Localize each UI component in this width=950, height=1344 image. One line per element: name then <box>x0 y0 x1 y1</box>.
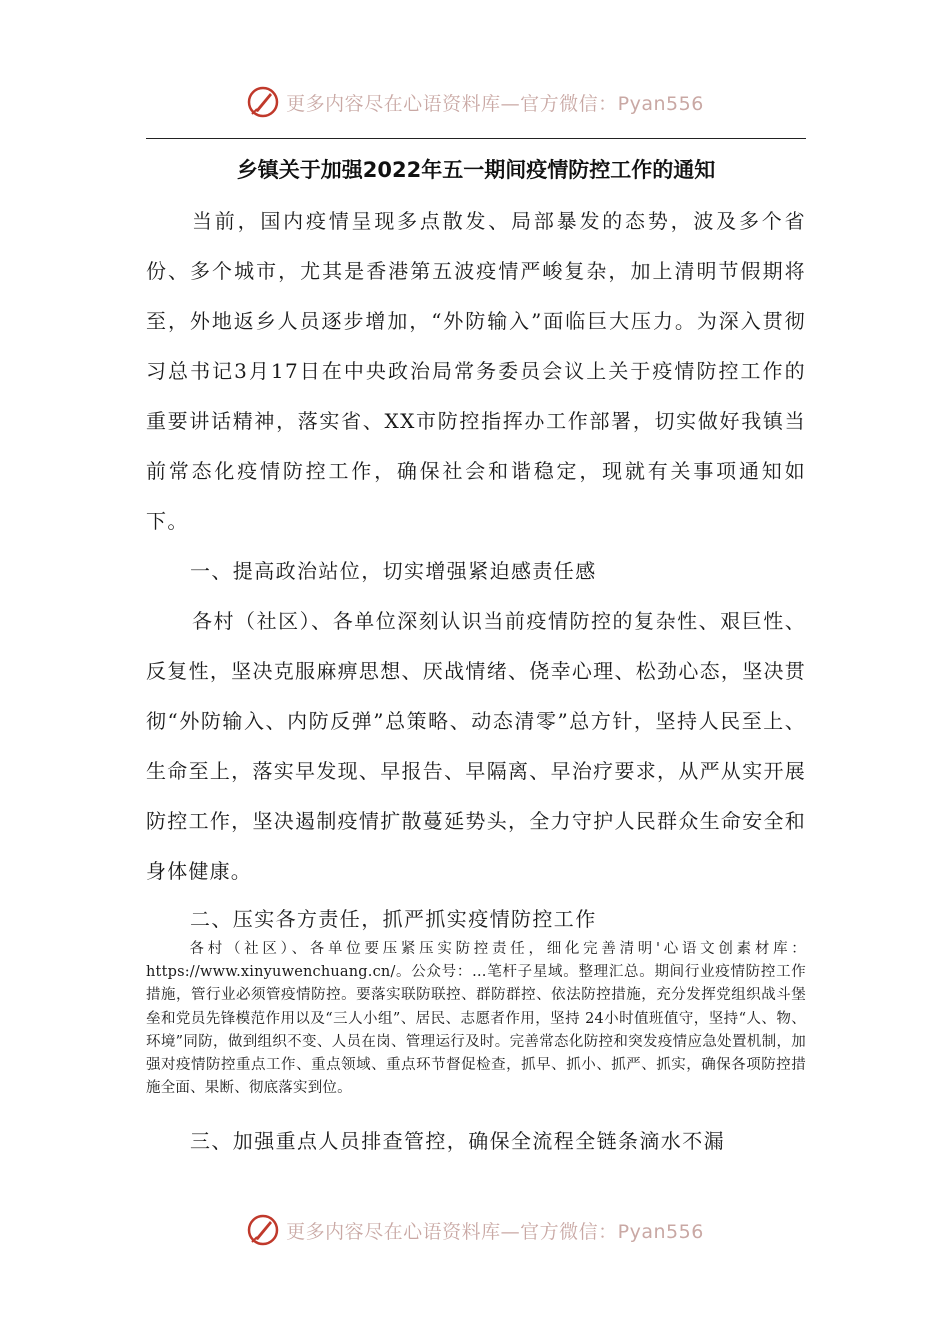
section-2-body: 各村（社区）、各单位要压紧压实防控责任，细化完善清明'心语文创素材库：https://www.xinyuwenchuang.cn/。公众号：…笔杆子星域。整理汇总。期间行业疫情防控工作措施，管行业必须管疫情防控。要落实联防联控、群防群控、依法防控措施，充分发挥党组织战斗堡垒和党员先锋模范作用以及“三人小组”、居民、志愿者作用，坚持 24小时值班值守，坚持“人、物、环境”同防，做到组织不变、人员在岗、管理运行及时。完善常态化防控和突发疫情应急处置机制，加强对疫情防控重点工作、重点领域、重点环节督促检查，抓早、抓小、抓严、抓实，确保各项防控措施全面、果断、彻底落实到位。 <box>146 941 806 1097</box>
footer-banner <box>0 1210 950 1250</box>
quill-logo-icon <box>246 85 280 119</box>
quill-logo-icon <box>246 1213 280 1247</box>
banner-text: 更多内容尽在心语资料库—官方微信：Pyan556 <box>286 92 704 115</box>
section-3-heading: 三、加强重点人员排查管控，确保全流程全链条滴水不漏 <box>190 1129 725 1153</box>
document-title: 乡镇关于加强2022年五一期间疫情防控工作的通知 <box>236 158 716 182</box>
section-1-heading: 一、提高政治站位，切实增强紧迫感责任感 <box>190 559 597 583</box>
header-banner <box>0 82 950 122</box>
section-1-body: 各村（社区）、各单位深刻认识当前疫情防控的复杂性、艰巨性、反复性，坚决克服麻痹思想、厌战情绪、侥幸心理、松劲心态，坚决贯彻“外防输入、内防反弹”总策略、动态清零”总方针，坚持人民至上、生命至上，落实早发现、早报告、早隔离、早治疗要求，从严从实开展防控工作，坚决遏制疫情扩散蔓延势头，全力守护人民群众生命安全和身体健康。 <box>146 609 806 883</box>
header-rule <box>146 138 806 139</box>
banner-text: 更多内容尽在心语资料库—官方微信：Pyan556 <box>286 1220 704 1243</box>
wechat-id: Pyan556 <box>617 1220 704 1243</box>
section-2-heading: 二、压实各方责任，抓严抓实疫情防控工作 <box>190 907 597 931</box>
intro-paragraph: 当前，国内疫情呈现多点散发、局部暴发的态势，波及多个省份、多个城市，尤其是香港第五波疫情严峻复杂，加上清明节假期将至，外地返乡人员逐步增加，“外防输入”面临巨大压力。为深入贯彻习总书记3月17日在中央政治局常务委员会议上关于疫情防控工作的重要讲话精神，落实省、XX市防控指挥办工作部署，切实做好我镇当前常态化疫情防控工作，确保社会和谐稳定，现就有关事项通知如下。 <box>146 209 806 533</box>
wechat-id: Pyan556 <box>617 92 704 115</box>
